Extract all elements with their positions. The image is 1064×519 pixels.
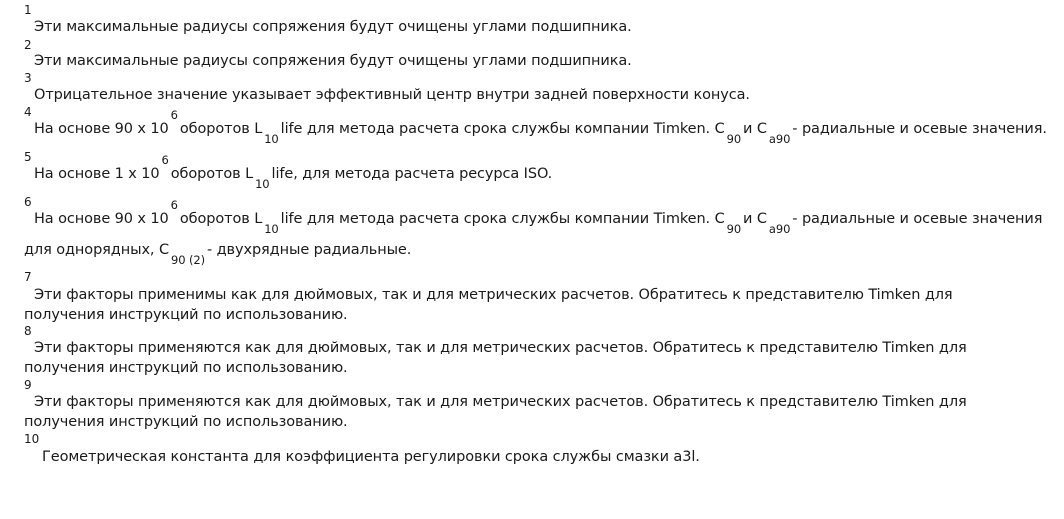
text-segment: На основе 1 x 10 (34, 166, 160, 182)
footnote-text (34, 198, 1043, 236)
text-segment: life для метода расчета срока службы компании Timken. C (280, 211, 725, 227)
footnote-text: Эти максимальные радиусы сопряжения будут очищены углами подшипника. (34, 53, 632, 69)
footnote-text: Отрицательное значение указывает эффективный центр внутри задней поверхности конуса. (34, 87, 750, 103)
text-segment: - двухрядные радиальные. (206, 242, 412, 258)
footnote-text: Эти факторы применяются как для дюймовых, так и для метрических расчетов. Обратитесь к представителю Timken для получения инструкций по использованию. (24, 340, 967, 376)
text-segment: - радиальные и осевые значения. (792, 121, 1047, 137)
text-segment: На основе 90 x 10 (34, 121, 169, 137)
subscript: 10 (255, 177, 270, 191)
footnote-number: 10 (24, 432, 40, 446)
footnote-text: Эти максимальные радиусы сопряжения будут очищены углами подшипника. (34, 19, 632, 35)
footnote-number: 6 (24, 195, 32, 209)
footnote-text-continued (24, 240, 412, 267)
text-segment: и C (743, 211, 767, 227)
text-segment: и C (743, 121, 767, 137)
text-segment: для однорядных, C (24, 242, 169, 258)
subscript: 10 (264, 132, 279, 146)
text-segment: life для метода расчета срока службы компании Timken. C (280, 121, 725, 137)
subscript: 90 (726, 222, 742, 236)
text-segment: оборотов L (179, 211, 263, 227)
subscript: 10 (264, 222, 279, 236)
footnote-text (34, 153, 553, 191)
footnote-number: 7 (24, 270, 32, 284)
superscript: 6 (170, 108, 178, 122)
text-segment: - радиальные и осевые значения (792, 211, 1043, 227)
subscript: a90 (768, 132, 791, 146)
footnote-text: Эти факторы применяются как для дюймовых, так и для метрических расчетов. Обратитесь к представителю Timken для получения инструкций по использованию. (24, 394, 967, 430)
footnote-number: 3 (24, 71, 32, 85)
footnote-number: 5 (24, 150, 32, 164)
superscript: 6 (170, 198, 178, 212)
footnote-number: 1 (24, 3, 32, 17)
subscript: a90 (768, 222, 791, 236)
footnote-text: Геометрическая константа для коэффициента регулировки срока службы смазки a3l. (42, 449, 700, 465)
superscript: 6 (161, 153, 169, 167)
footnote-number: 4 (24, 105, 32, 119)
subscript: 90 (2) (170, 253, 205, 267)
text-segment: На основе 90 x 10 (34, 211, 169, 227)
text-segment: оборотов L (179, 121, 263, 137)
footnote-text: Эти факторы применимы как для дюймовых, так и для метрических расчетов. Обратитесь к представителю Timken для получения инструкций по использованию. (24, 287, 953, 323)
subscript: 90 (726, 132, 742, 146)
footnote-number: 9 (24, 378, 32, 392)
footnote-text (34, 108, 1047, 146)
footnote-number: 2 (24, 38, 32, 52)
text-segment: оборотов L (170, 166, 254, 182)
text-segment: life, для метода расчета ресурса ISO. (271, 166, 553, 182)
footnote-number: 8 (24, 324, 32, 338)
